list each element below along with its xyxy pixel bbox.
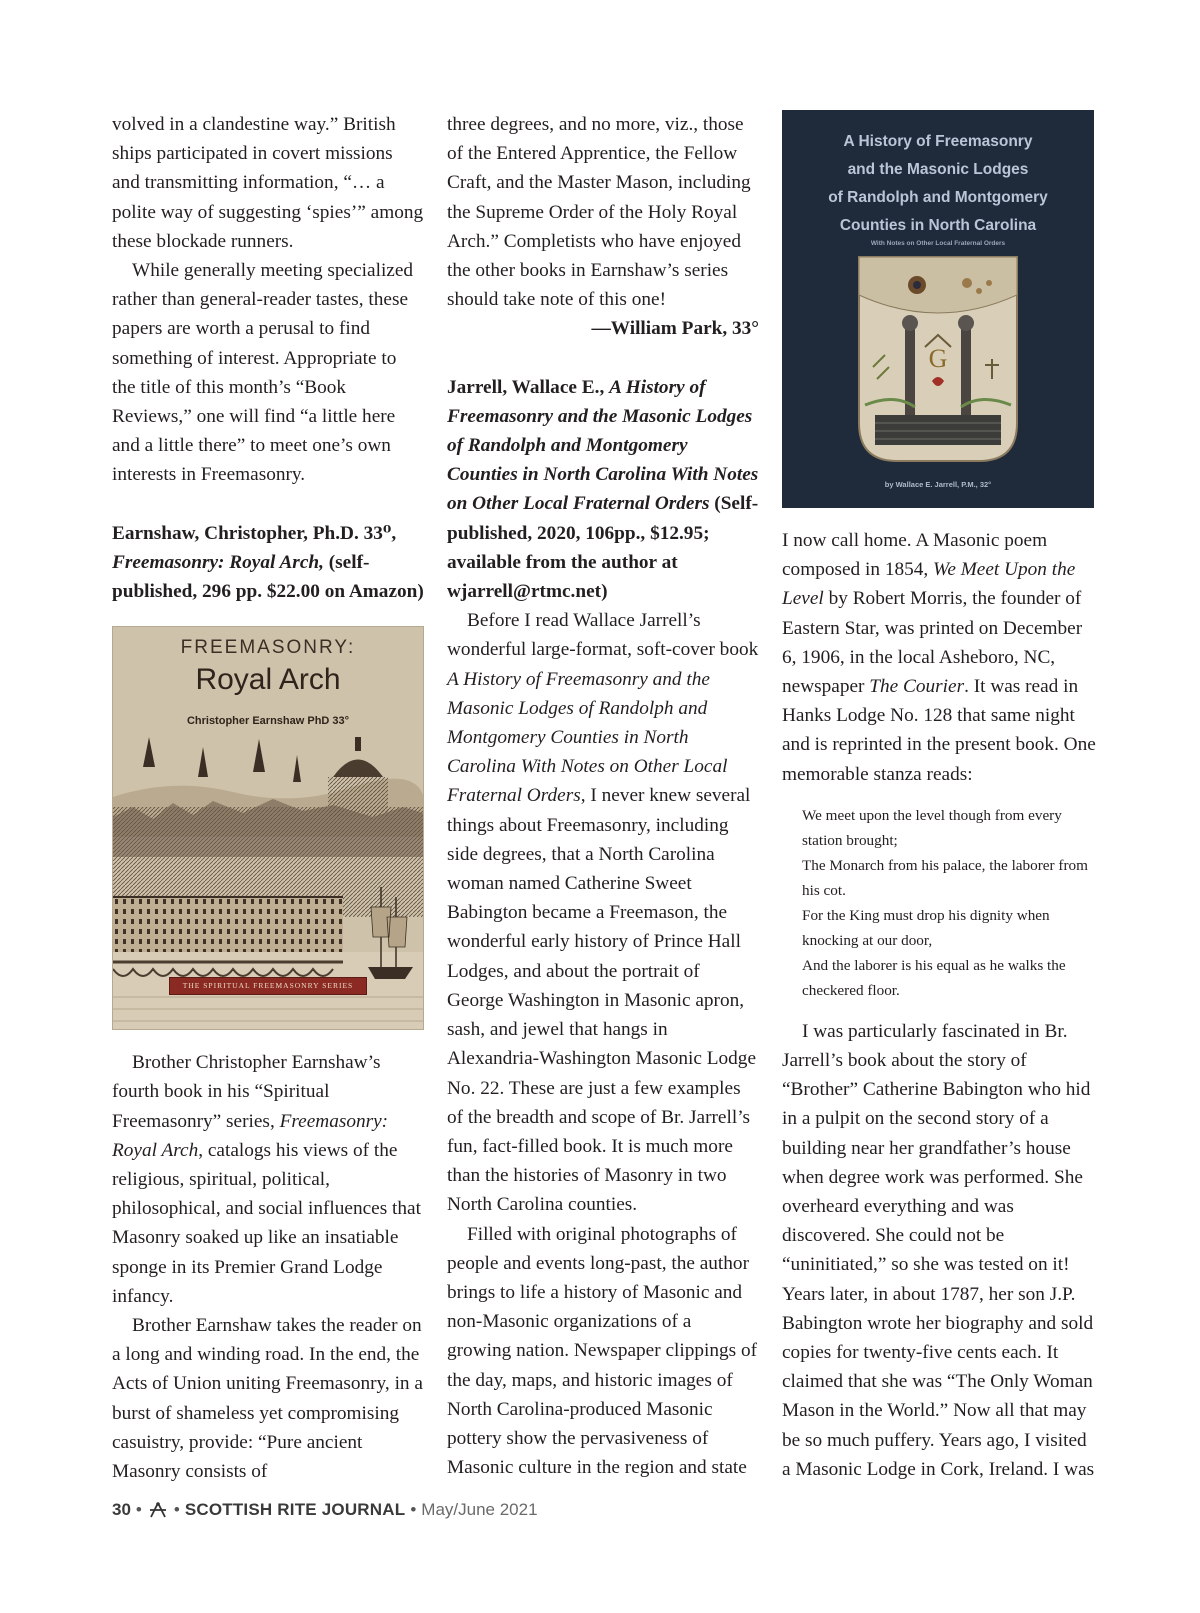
paragraph xyxy=(447,606,759,1219)
review-heading-jarrell xyxy=(447,373,759,607)
poem-line: We meet upon the level though from every station brought; xyxy=(802,806,1062,849)
series-label: THE SPIRITUAL FREEMASONRY SERIES xyxy=(182,981,354,991)
text-run: , I never knew several things about Freemasonry, including side degrees, that a North Carolina woman named Catherine Sweet Babington became a Freemason, the wonderful early history of Prince Hall Lodges, and about the portrait of George Washington in Masonic apron, sash, and jewel that hangs in Alexandria-Washington Masonic Lodge No. 22. These are just a few examples of the breadth and scope of Br. Jarrell’s fun, fact-filled book. It is much more than the histories of Masonry in two North Carolina counties. xyxy=(447,785,757,1216)
poem-title-inline: We Meet Upon the Level xyxy=(782,559,1076,610)
poem-line: And the laborer is his equal as he walks the checkered floor. xyxy=(802,956,1066,999)
newspaper-name-inline: The Courier xyxy=(869,676,965,698)
paragraph: I was particularly fascinated in Br. Jarrell’s book about the story of “Brother” Catherine Babington who hid in a pulpit on the second story of a building near her grandfather’s house when degree work was performed. She overheard everything and was discovered. She could not be “uninitiated,” so she was tested on it! Years later, in about 1787, her son J.P. Babington wrote her biography and sold copies for twenty-five cents each. It claimed that she was “The Only Woman Mason in the World.” Now all that may be so much puffery. Years ago, I visited a Masonic Lodge in Cork, Ireland. I was xyxy=(782,1020,1095,1480)
paragraph: While generally meeting specialized rather than general-reader tastes, these papers are worth a perusal to find something of interest. Appropriate to the title of this month’s “Book Reviews,” one will find “a little here and a little there” to meet one’s own interests in Freemasonry. xyxy=(112,260,414,486)
poem-stanza xyxy=(802,803,1096,1003)
reviewer-signature: —William Park, 33° xyxy=(591,318,759,340)
separator-dot: • xyxy=(135,1500,142,1519)
paragraph: Filled with original photographs of people and events long-past, the author brings to life a history of Masonic and non-Masonic organizations of a growing nation. Newspaper clippings of the day, maps, and historic images of North Carolina-produced Masonic pottery show the pervasiveness of Masonic culture in the region and state xyxy=(447,1223,758,1479)
text-run: Brother Christopher Earnshaw’s fourth book in his “Spiritual Freemasonry” series, xyxy=(112,1052,381,1132)
text-run: , catalogs his views of the religious, spiritual, political, philosophical, and social influences that Masonry soaked up like an insatiable sponge in its Premier Grand Lodge infancy. xyxy=(112,1139,421,1307)
poem-line: For the King must drop his dignity when knocking at our door, xyxy=(802,906,1050,949)
separator-dot: • xyxy=(410,1500,417,1519)
cover-title-line1: FREEMASONRY: xyxy=(180,637,356,659)
double-headed-eagle-icon xyxy=(147,1501,169,1519)
cover-title-line: and the Masonic Lodges xyxy=(847,161,1029,178)
paragraph: three degrees, and no more, viz., those of the Entered Apprentice, the Fellow Craft, and the Master Mason, including the Supreme Order of the Holy Royal Arch.” Completists who have enjoyed the other books in Earnshaw’s series should take note of this one! xyxy=(447,114,751,311)
column-1 xyxy=(112,110,424,1486)
review-book-title: Freemasonry: Royal Arch, xyxy=(112,551,324,573)
cover-subtitle: With Notes on Other Local Fraternal Orders xyxy=(870,240,1006,247)
paragraph xyxy=(782,526,1096,789)
journal-name: SCOTTISH RITE JOURNAL xyxy=(184,1500,406,1519)
series-band xyxy=(169,977,367,995)
review-author: Earnshaw, Christopher, Ph.D. 33⁰, xyxy=(112,522,397,544)
separator-dot: • xyxy=(173,1500,180,1519)
page-number: 30 xyxy=(112,1500,131,1519)
paragraph: Brother Earnshaw takes the reader on a long and winding road. In the end, the Acts of Union uniting Freemasonry, in a burst of shameless yet compromising casuistry, provide: “Pure ancient Masonry consists of xyxy=(112,1315,423,1483)
poem-line: The Monarch from his palace, the laborer from his cot. xyxy=(802,856,1088,899)
text-run: Before I read Wallace Jarrell’s wonderful large-format, soft-cover book xyxy=(447,610,759,661)
paragraph xyxy=(112,1048,424,1311)
issue-date: May/June 2021 xyxy=(421,1500,538,1519)
paragraph: volved in a clandestine way.” British ships participated in covert missions and transmitting information, “… a polite way of suggesting ‘spies’” among these blockade runners. xyxy=(112,114,424,252)
review-book-title: A History of Freemasonry and the Masonic Lodges of Randolph and Montgomery Counties in North Carolina With Notes on Other Local Fraternal Orders xyxy=(447,376,759,515)
page-footer xyxy=(112,1500,538,1520)
svg-text:G: G xyxy=(928,344,948,373)
cover-title-line: of Randolph and Montgomery xyxy=(828,189,1048,206)
cover-title xyxy=(782,128,1094,240)
cover-author: Christopher Earnshaw PhD 33° xyxy=(186,715,350,728)
text-run: by Robert Morris, the founder of Eastern Star, was printed on December 6, 1906, in the local Asheboro, NC, newspaper xyxy=(782,588,1083,698)
cover-byline: by Wallace E. Jarrell, P.M., 32° xyxy=(884,480,992,489)
column-2 xyxy=(447,110,759,1482)
masonic-apron-image xyxy=(855,255,1021,463)
review-publication-info: (self-published, 296 pp. $22.00 on Amazon) xyxy=(112,551,424,603)
cover-title-line2: Royal Arch xyxy=(195,663,341,697)
cover-title-line: A History of Freemasonry xyxy=(843,133,1033,150)
review-author: Jarrell, Wallace E., xyxy=(447,376,610,398)
book-title-inline: Freemasonry: Royal Arch xyxy=(112,1110,389,1161)
royal-arch-book-cover xyxy=(112,626,424,1030)
review-heading-earnshaw xyxy=(112,519,424,607)
text-run: I now call home. A Masonic poem composed in 1854, xyxy=(782,530,1048,581)
text-run: . It was read in Hanks Lodge No. 128 that same night and is reprinted in the present book. One memorable stanza reads: xyxy=(782,676,1096,785)
review-publication-info: (Self-published, 2020, 106pp., $12.95; available from the author at wjarrell@rtmc.net) xyxy=(447,493,759,603)
book-title-inline: A History of Freemasonry and the Masonic Lodges of Randolph and Montgomery Counties in North Carolina With Notes on Other Local Fraternal Orders xyxy=(447,668,728,807)
column-3 xyxy=(782,110,1096,1484)
cover-title-line: Counties in North Carolina xyxy=(839,217,1037,234)
jarrell-book-cover xyxy=(782,110,1094,508)
